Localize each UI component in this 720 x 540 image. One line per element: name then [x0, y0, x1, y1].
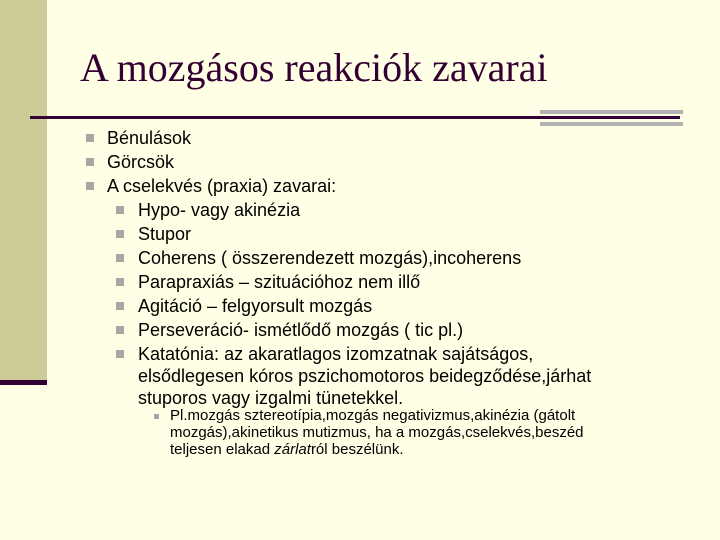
sub-item-line2: mozgás),akinetikus mutizmus, ha a mozgás,cselekvés,beszéd: [170, 424, 584, 441]
list-item: Görcsök: [107, 152, 175, 172]
square-bullet-icon: [116, 254, 124, 262]
sub-item-line1: Pl.mozgás sztereotípia,mozgás negativizmus,akinézia (gátolt: [170, 407, 576, 424]
sub-item-line3-post: ról beszélünk.: [310, 441, 404, 458]
list-item: A cselekvés (praxia) zavarai:: [107, 176, 337, 196]
square-bullet-icon: [116, 326, 124, 334]
list-item: Perseveráció- ismétlődő mozgás ( tic pl.): [138, 320, 464, 340]
square-bullet-icon: [154, 414, 159, 419]
square-bullet-icon: [86, 182, 94, 190]
square-bullet-icon: [86, 158, 94, 166]
list-item: Coherens ( összerendezett mozgás),incoherens: [138, 248, 522, 268]
list-item-katatonia-line2: elsődlegesen kóros pszichomotoros beidegződése,járhat: [138, 366, 592, 386]
list-item: Agitáció – felgyorsult mozgás: [138, 296, 373, 316]
sub-item-line3-pre: teljesen elakad: [170, 441, 275, 458]
sub-item-line3-italic: zárlat: [274, 441, 311, 458]
square-bullet-icon: [116, 230, 124, 238]
square-bullet-icon: [86, 134, 94, 142]
list-item-katatonia-line3: stuporos vagy izgalmi tünetekkel.: [138, 388, 404, 408]
square-bullet-icon: [116, 302, 124, 310]
list-item: Stupor: [138, 224, 192, 244]
slide-title: A mozgásos reakciók zavarai: [80, 45, 548, 90]
list-item: Bénulások: [107, 128, 192, 148]
square-bullet-icon: [116, 278, 124, 286]
square-bullet-icon: [116, 206, 124, 214]
square-bullet-icon: [116, 350, 124, 358]
sub-item-line3: [170, 441, 404, 458]
list-item: Hypo- vagy akinézia: [138, 200, 301, 220]
list-item: Parapraxiás – szituációhoz nem illő: [138, 272, 421, 292]
list-item-katatonia-line1: Katatónia: az akaratlagos izomzatnak sajátságos,: [138, 344, 534, 364]
